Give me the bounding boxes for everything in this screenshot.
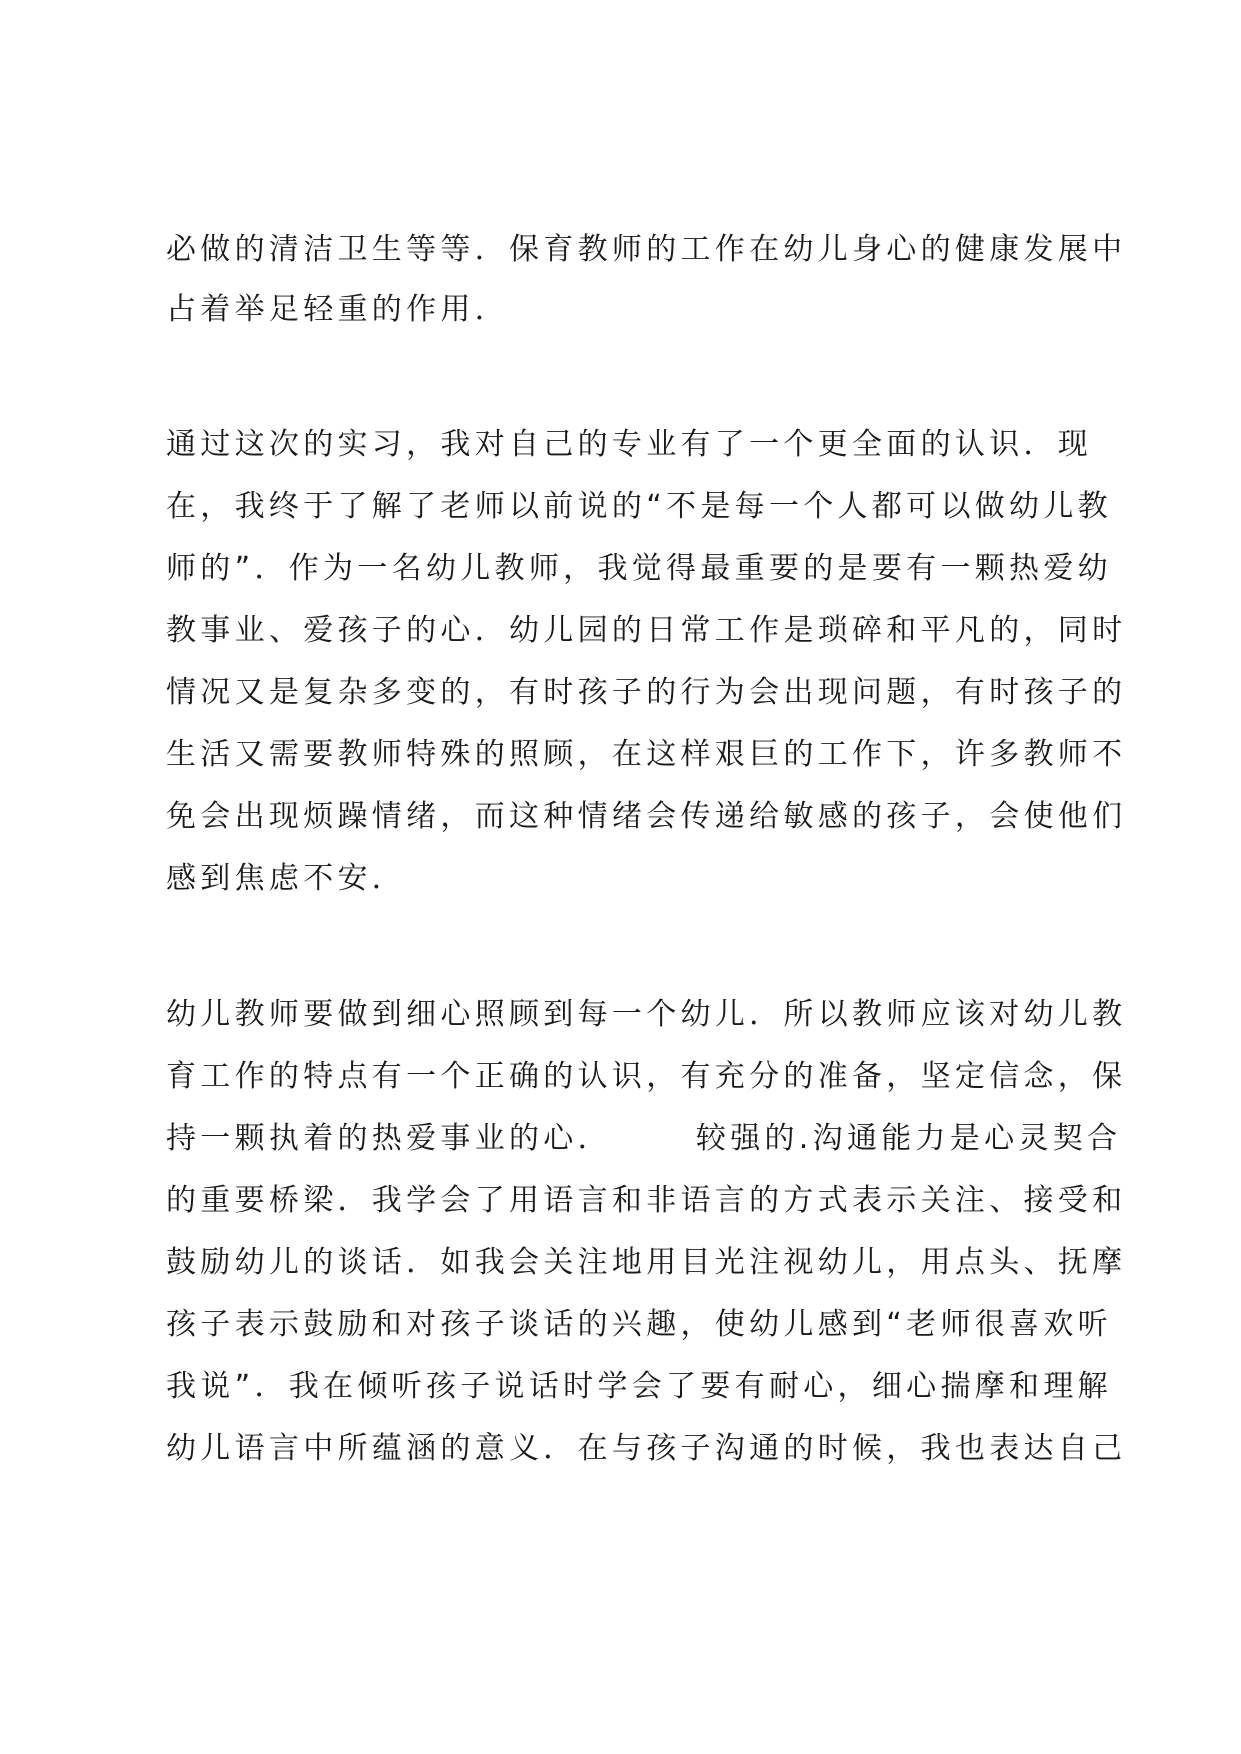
paragraph-3-line-1: 幼儿教师要做到细心照顾到每一个幼儿．所以教师应该对幼儿教 — [166, 997, 1127, 1032]
paragraph-2-line-5: 情况又是复杂多变的，有时孩子的行为会出现问题，有时孩子的 — [166, 675, 1127, 710]
paragraph-2-line-3: 师的”．作为一名幼儿教师，我觉得最重要的是要有一颗热爱幼 — [166, 551, 1112, 586]
paragraph-2-line-7: 免会出现烦躁情绪，而这种情绪会传递给敏感的孩子，会使他们 — [166, 799, 1127, 834]
paragraph-3-line-3-left: 持一颗执着的热爱事业的心． — [166, 1121, 612, 1156]
paragraph-1-line-1: 必做的清洁卫生等等．保育教师的工作在幼儿身心的健康发展中 — [166, 232, 1127, 267]
paragraph-3-line-3-right: 较强的.沟通能力是心灵契合 — [695, 1121, 1122, 1156]
paragraph-2-line-6: 生活又需要教师特殊的照顾，在这样艰巨的工作下，许多教师不 — [166, 737, 1127, 772]
paragraph-1-line-2: 占着举足轻重的作用． — [166, 292, 509, 327]
paragraph-3-line-4: 的重要桥梁．我学会了用语言和非语言的方式表示关注、接受和 — [166, 1183, 1127, 1218]
paragraph-3-line-2: 育工作的特点有一个正确的认识，有充分的准备，坚定信念，保 — [166, 1059, 1127, 1094]
paragraph-2-line-4: 教事业、爱孩子的心．幼儿园的日常工作是琐碎和平凡的，同时 — [166, 613, 1127, 648]
paragraph-2-line-1: 通过这次的实习，我对自己的专业有了一个更全面的认识．现 — [166, 427, 1093, 462]
paragraph-3-line-5: 鼓励幼儿的谈话．如我会关注地用目光注视幼儿，用点头、抚摩 — [166, 1245, 1127, 1280]
paragraph-3-line-7: 我说”．我在倾听孩子说话时学会了要有耐心，细心揣摩和理解 — [166, 1369, 1112, 1404]
paragraph-3-line-3 — [166, 1119, 1122, 1159]
paragraph-2-line-8: 感到焦虑不安． — [166, 861, 407, 896]
paragraph-3-line-8: 幼儿语言中所蕴涵的意义．在与孩子沟通的时候，我也表达自己 — [166, 1431, 1127, 1466]
paragraph-3-line-6: 孩子表示鼓励和对孩子谈话的兴趣，使幼儿感到“老师很喜欢听 — [166, 1307, 1112, 1342]
paragraph-2-line-2: 在，我终于了解了老师以前说的“不是每一个人都可以做幼儿教 — [166, 489, 1112, 524]
